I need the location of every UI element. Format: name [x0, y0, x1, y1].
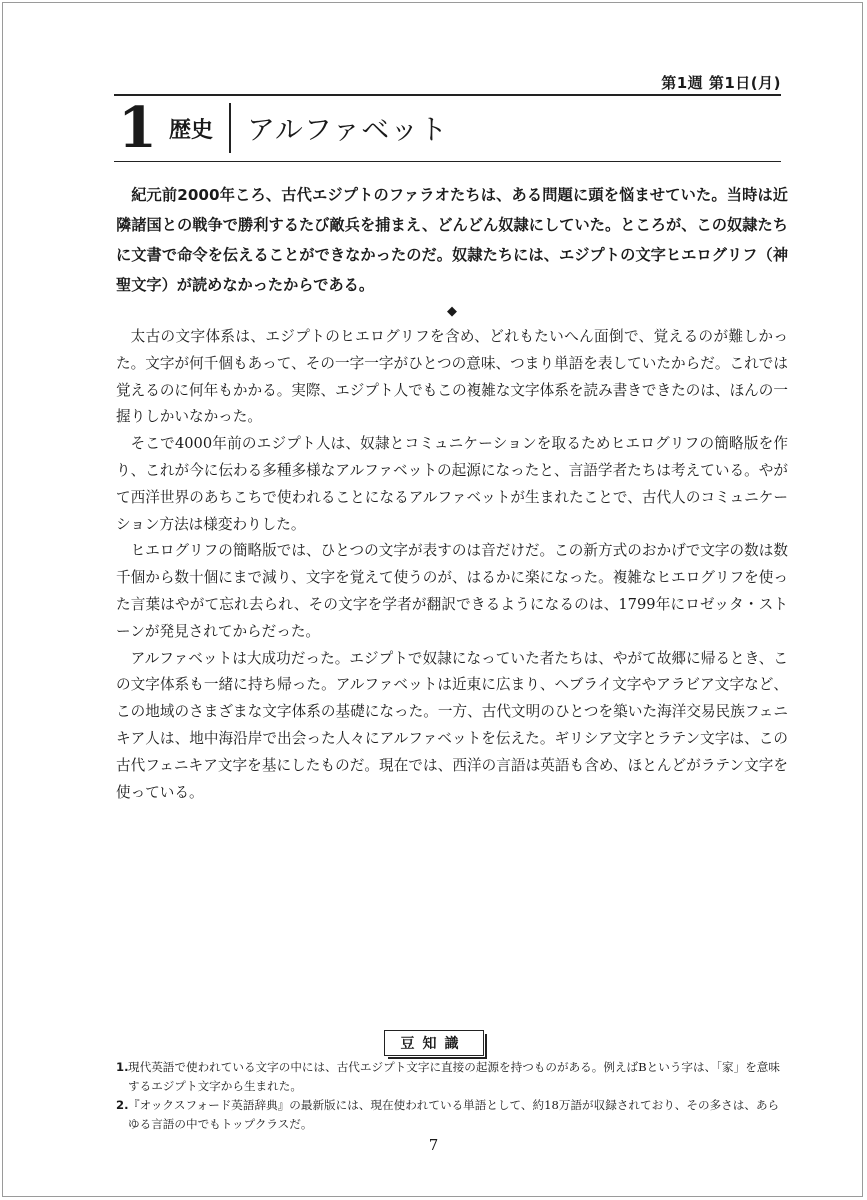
diamond-separator-icon: ◆ — [447, 304, 457, 319]
note-number: 2. — [116, 1098, 129, 1112]
body-paragraph-4: アルファベットは大成功だった。エジプトで奴隷になっていた者たちは、やがて故郷に帰るとき、この文字体系も一緒に持ち帰った。アルファベットは近東に広まり、ヘブライ文字やアラビア文字など、この地域のさまざまな文字体系の基礎になった。一方、古代文明のひとつを築いた海洋交易民族フェニキア人は、地中海沿岸で出会った人々にアルファベットを伝えた。ギリシア文字とラテン文字は、この古代フェニキア文字を基にしたものだ。現在では、西洋の言語は英語も含め、ほとんどがラテン文字を使っている。 — [116, 649, 788, 801]
chapter-category: 歴史 — [169, 103, 231, 153]
trivia-heading — [0, 1030, 867, 1056]
lead-paragraph: 紀元前2000年ころ、古代エジプトのファラオたちは、ある問題に頭を悩ませていた。当時は近隣諸国との戦争で勝利するたび敵兵を捕まえ、どんどん奴隷にしていた。ところが、この奴隷たちに文書で命令を伝えることができなかったのだ。奴隷たちには、エジプトの文字ヒエログリフ（神聖文字）が読めなかったからである。 — [116, 186, 789, 294]
trivia-note — [116, 1058, 788, 1096]
note-text: 『オックスフォード英語辞典』の最新版には、現在使われている単語として、約18万語が収録されており、その多さは、あらゆる言語の中でもトップクラスだ。 — [128, 1098, 780, 1131]
page-number: 7 — [428, 1136, 439, 1154]
trivia-notes — [116, 1058, 788, 1134]
body-paragraph-2: そこで4000年前のエジプト人は、奴隷とコミュニケーションを取るためヒエログリフの簡略版を作り、これが今に伝わる多種多様なアルファベットの起源になったと、言語学者たちは考えている。やがて西洋世界のあちこちで使われることになるアルファベットが生まれたことで、古代人のコミュニケーション方法は様変わりした。 — [116, 435, 788, 533]
note-number: 1. — [116, 1060, 129, 1074]
header-top-rule — [114, 94, 781, 96]
note-text: 現代英語で使われている文字の中には、古代エジプト文字に直接の起源を持つものがある。例えばBという字は、「家」を意味するエジプト文字から生まれた。 — [128, 1060, 780, 1093]
chapter-header — [118, 95, 449, 161]
trivia-note — [116, 1096, 788, 1134]
header-bottom-rule — [114, 161, 781, 162]
week-day-label: 第1週 第1日(月) — [661, 74, 781, 92]
chapter-number: 1 — [118, 95, 157, 161]
body-paragraph-3: ヒエログリフの簡略版では、ひとつの文字が表すのは音だけだ。この新方式のおかげで文字の数は数千個から数十個にまで減り、文字を覚えて使うのが、はるかに楽になった。複雑なヒエログリフを使った言葉はやがて忘れ去られ、その文字を学者が翻訳できるようになるのは、1799年にロゼッタ・ストーンが発見されてからだった。 — [116, 542, 788, 640]
trivia-label: 豆知識 — [384, 1030, 484, 1056]
article-body — [116, 180, 788, 806]
body-paragraph-1: 太古の文字体系は、エジプトのヒエログリフを含め、どれもたいへん面倒で、覚えるのが難しかった。文字が何千個もあって、その一字一字がひとつの意味、つまり単語を表していたからだ。これでは覚えるのに何年もかかる。実際、エジプト人でもこの複雑な文字体系を読み書きできたのは、ほんの一握りしかいなかった。 — [116, 328, 788, 426]
chapter-title: アルファベット — [246, 113, 449, 146]
